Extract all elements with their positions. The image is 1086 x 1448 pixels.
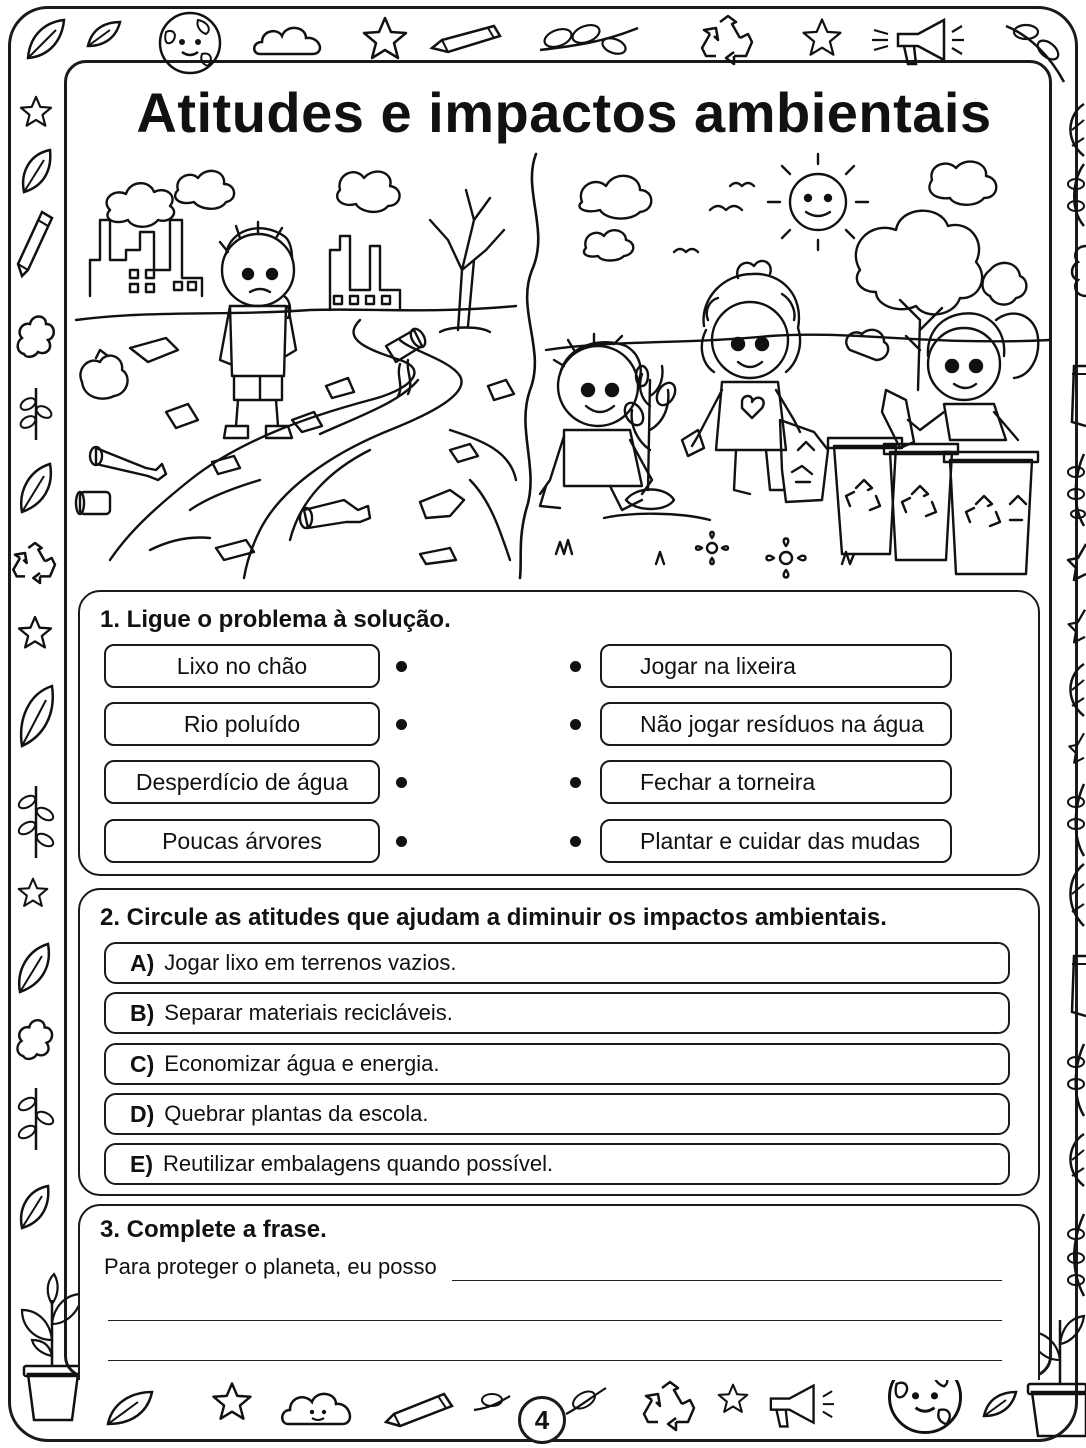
cloud-icon (12, 1012, 58, 1062)
planting-boy-icon (540, 334, 652, 510)
pencil-icon (1064, 950, 1086, 1020)
trash-icon (76, 338, 514, 564)
pencil-icon (382, 1384, 462, 1430)
leaf-branch-icon (1062, 780, 1086, 860)
recycle-icon (846, 480, 880, 510)
recycle-icon (966, 496, 1000, 526)
girl-collecting-trash-icon (682, 261, 828, 502)
megaphone-icon (760, 1380, 856, 1432)
option-letter: E) (130, 1150, 153, 1177)
flower-icon (556, 532, 854, 578)
solution-item: Jogar na lixeira (600, 644, 952, 688)
star-icon (716, 1382, 750, 1416)
option-text: Economizar água e energia. (164, 1051, 440, 1076)
sentence-prompt: Para proteger o planeta, eu posso (104, 1254, 437, 1279)
section-match (78, 590, 1040, 876)
cloud-icon (278, 1384, 360, 1430)
cloud-icon (1064, 240, 1086, 300)
star-icon (1064, 730, 1086, 766)
leaf-icon (1062, 860, 1086, 930)
recycle-icon (10, 538, 60, 588)
star-icon (1064, 606, 1086, 646)
cloud-icon (14, 308, 58, 360)
section-title: 3. Complete a frase. (100, 1216, 327, 1243)
recycle-icon (698, 12, 758, 68)
section-title: 2. Circule as atitudes que ajudam a diminuir os impactos ambientais. (100, 904, 887, 931)
cloud-icon (250, 20, 330, 60)
leaf-branch-icon (1062, 160, 1086, 230)
leaf-icon (16, 146, 56, 196)
leaf-icon (14, 680, 58, 750)
option-item[interactable] (104, 1043, 1010, 1085)
leaf-icon (20, 14, 70, 64)
leaf-branch-icon (16, 382, 56, 442)
leaf-icon (1062, 660, 1086, 720)
smoke-cloud-icon (107, 171, 400, 227)
star-icon (1064, 540, 1086, 584)
cloud-icon (579, 162, 996, 261)
option-text: Separar materiais recicláveis. (164, 1000, 453, 1025)
option-item[interactable] (104, 1093, 1010, 1135)
leaf-icon (102, 1386, 158, 1430)
option-text: Reutilizar embalagens quando possível. (163, 1151, 554, 1176)
sun-smile-icon (768, 154, 868, 250)
match-dot[interactable] (396, 719, 407, 730)
illustration-scene (70, 150, 1050, 580)
problem-item: Poucas árvores (104, 819, 380, 863)
pencil-icon (1064, 360, 1086, 430)
page-number: 4 (518, 1396, 566, 1444)
star-icon (210, 1380, 254, 1424)
match-dot[interactable] (570, 661, 581, 672)
recycle-icon (640, 1378, 700, 1434)
answer-line[interactable] (452, 1280, 1002, 1281)
option-letter: C) (130, 1050, 155, 1077)
girl-recycling-icon (882, 313, 1038, 448)
option-letter: A) (130, 949, 155, 976)
solution-item: Não jogar resíduos na água (600, 702, 952, 746)
solution-item: Fechar a torneira (600, 760, 952, 804)
match-dot[interactable] (570, 719, 581, 730)
leaf-icon (84, 16, 124, 52)
match-dot[interactable] (570, 836, 581, 847)
leaf-icon (1062, 100, 1086, 160)
leaf-icon (1062, 1130, 1086, 1190)
section-title: 1. Ligue o problema à solução. (100, 606, 451, 633)
star-icon (18, 94, 54, 130)
factory-icon (90, 220, 400, 310)
match-dot[interactable] (570, 777, 581, 788)
option-letter: B) (130, 999, 155, 1026)
problem-item: Rio poluído (104, 702, 380, 746)
star-icon (16, 614, 54, 652)
leaf-branch-icon (1000, 16, 1070, 86)
sad-boy-icon (220, 222, 296, 438)
option-text: Quebrar plantas da escola. (164, 1101, 429, 1126)
match-dot[interactable] (396, 661, 407, 672)
match-dot[interactable] (396, 836, 407, 847)
section-complete (78, 1204, 1040, 1380)
answer-line[interactable] (108, 1360, 1002, 1361)
star-icon (360, 14, 410, 64)
star-icon (16, 876, 50, 910)
pencil-icon (12, 206, 56, 282)
leaf-icon (16, 460, 56, 516)
page-title: Atitudes e impactos ambientais (136, 81, 992, 144)
leaf-branch-icon (1060, 1210, 1086, 1300)
bird-icon (674, 183, 754, 252)
match-dot[interactable] (396, 777, 407, 788)
leaf-branch-icon (534, 16, 644, 60)
leaf-icon (14, 1182, 54, 1232)
pencil-icon (428, 18, 508, 58)
option-letter: D) (130, 1100, 155, 1127)
leaf-branch-icon (16, 780, 56, 860)
megaphone-icon (868, 14, 968, 70)
leaf-branch-icon (16, 1082, 56, 1152)
problem-item: Desperdício de água (104, 760, 380, 804)
solution-item: Plantar e cuidar das mudas (600, 819, 952, 863)
earth-smile-icon (152, 10, 228, 76)
star-icon (800, 16, 844, 60)
leaf-branch-icon (1062, 1040, 1086, 1120)
option-text: Jogar lixo em terrenos vazios. (164, 950, 457, 975)
recycling-bins-icon (828, 438, 1038, 574)
leaf-branch-icon (1062, 450, 1086, 530)
leaf-icon (980, 1386, 1020, 1422)
option-item[interactable] (104, 942, 1010, 984)
option-item[interactable] (104, 992, 1010, 1034)
option-item[interactable] (104, 1143, 1010, 1185)
recycle-icon (902, 486, 936, 516)
leaf-icon (14, 940, 54, 996)
problem-item: Lixo no chão (104, 644, 380, 688)
answer-line[interactable] (108, 1320, 1002, 1321)
recycle-icon (792, 442, 814, 482)
section-circle (78, 888, 1040, 1196)
